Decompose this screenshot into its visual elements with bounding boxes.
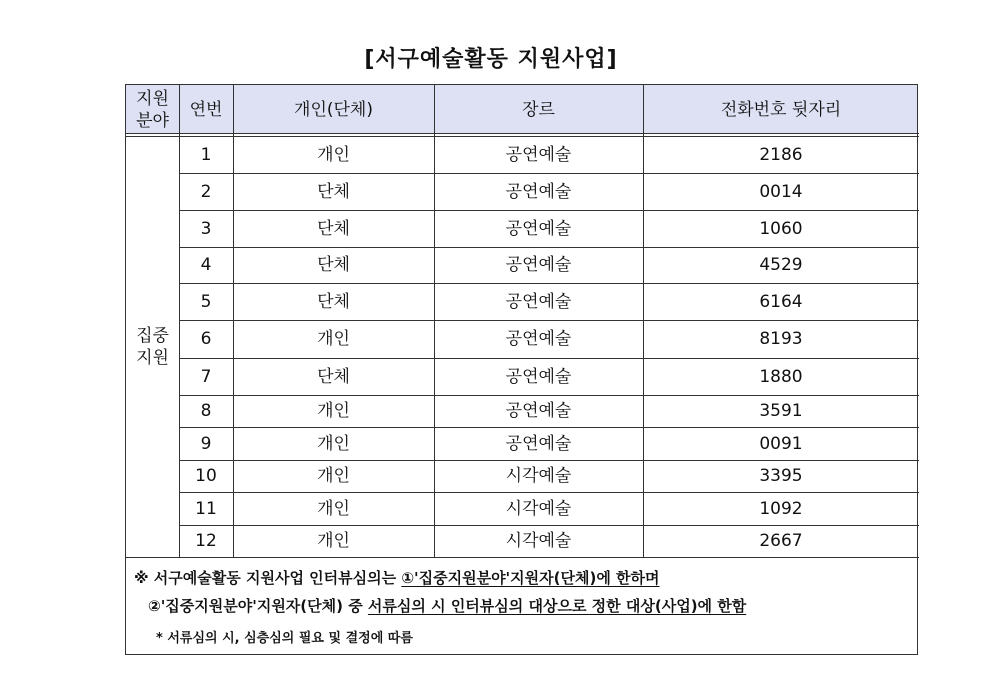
row-phone-cell: 2667 (759, 531, 803, 551)
row-type-cell: 개인 (317, 401, 350, 421)
row-no-cell: 9 (200, 433, 212, 454)
note-line-1-underlined: ①'집중지원분야'지원자(단체)에 한하며 (401, 569, 660, 587)
row-type-cell: 단체 (317, 181, 350, 202)
row-genre-cell: 공연예술 (505, 433, 572, 454)
row-phone-cell: 3591 (759, 401, 803, 421)
row-phone-cell: 6164 (759, 291, 803, 312)
row-genre-cell: 시각예술 (505, 531, 572, 551)
row-type-cell: 단체 (317, 218, 350, 239)
row-phone-cell: 0014 (759, 181, 803, 202)
row-type-cell: 개인 (317, 329, 350, 349)
column-divider (434, 85, 435, 557)
notes-section (126, 557, 917, 655)
header-type: 개인(단체) (294, 99, 373, 120)
row-phone-cell: 1060 (759, 218, 803, 239)
row-type-cell: 단체 (317, 291, 350, 312)
row-no-cell: 5 (200, 291, 212, 312)
row-no-cell: 3 (200, 218, 212, 239)
row-type-cell: 개인 (317, 531, 350, 551)
note-line-1 (134, 567, 660, 588)
row-divider (179, 460, 919, 461)
row-no-cell: 7 (200, 366, 212, 387)
row-genre-cell: 공연예술 (505, 145, 572, 165)
note-line-3: * 서류심의 시, 심층심의 필요 및 결정에 따름 (156, 631, 413, 646)
row-type-cell: 개인 (317, 466, 350, 486)
row-divider (179, 173, 919, 174)
note-line-2 (148, 595, 746, 616)
row-divider (179, 247, 919, 248)
header-field: 지원 분야 (136, 88, 169, 131)
row-genre-cell: 시각예술 (505, 498, 572, 519)
row-divider (179, 492, 919, 493)
row-genre-cell: 공연예술 (505, 255, 572, 275)
column-divider (643, 85, 644, 557)
row-divider (179, 320, 919, 321)
header-no: 연번 (189, 99, 223, 120)
row-genre-cell: 공연예술 (505, 329, 572, 349)
row-phone-cell: 0091 (759, 433, 803, 454)
row-no-cell: 6 (200, 329, 212, 349)
row-no-cell: 11 (195, 498, 217, 519)
row-genre-cell: 공연예술 (505, 401, 572, 421)
row-genre-cell: 공연예술 (505, 181, 572, 202)
header-divider (126, 133, 919, 134)
row-genre-cell: 공연예술 (505, 366, 572, 387)
row-genre-cell: 공연예술 (505, 291, 572, 312)
support-table (125, 84, 918, 655)
column-divider (179, 85, 180, 557)
note-line-2-underlined: 서류심의 시 인터뷰심의 대상으로 정한 대상(사업)에 한함 (367, 597, 747, 615)
row-genre-cell: 공연예술 (505, 218, 572, 239)
row-type-cell: 개인 (317, 498, 350, 519)
row-phone-cell: 1092 (759, 498, 803, 519)
row-divider (179, 395, 919, 396)
row-no-cell: 12 (195, 531, 217, 551)
row-type-cell: 개인 (317, 433, 350, 454)
row-phone-cell: 4529 (759, 255, 803, 275)
row-divider (179, 427, 919, 428)
row-no-cell: 4 (200, 255, 212, 275)
field-value-cell: 집중 지원 (136, 326, 169, 368)
row-type-cell: 개인 (317, 145, 350, 165)
row-divider (179, 283, 919, 284)
row-divider (179, 525, 919, 526)
row-no-cell: 8 (200, 401, 212, 421)
row-no-cell: 1 (200, 145, 212, 165)
row-phone-cell: 3395 (759, 466, 803, 486)
row-phone-cell: 2186 (759, 145, 803, 165)
row-type-cell: 단체 (317, 255, 350, 275)
row-no-cell: 10 (195, 466, 217, 486)
note-line-2-prefix: ②'집중지원분야'지원자(단체) 중 (148, 597, 368, 615)
note-line-1-prefix: ※ 서구예술활동 지원사업 인터뷰심의는 (134, 569, 402, 587)
page-title: [서구예술활동 지원사업] (364, 47, 618, 72)
row-phone-cell: 8193 (759, 329, 803, 349)
header-phone: 전화번호 뒷자리 (720, 99, 842, 120)
row-divider (179, 358, 919, 359)
row-phone-cell: 1880 (759, 366, 803, 387)
header-genre: 장르 (522, 99, 555, 120)
row-genre-cell: 시각예술 (505, 466, 572, 486)
column-divider (233, 85, 234, 557)
header-divider (126, 136, 919, 137)
row-type-cell: 단체 (317, 366, 350, 387)
row-divider (179, 210, 919, 211)
row-no-cell: 2 (200, 181, 212, 202)
